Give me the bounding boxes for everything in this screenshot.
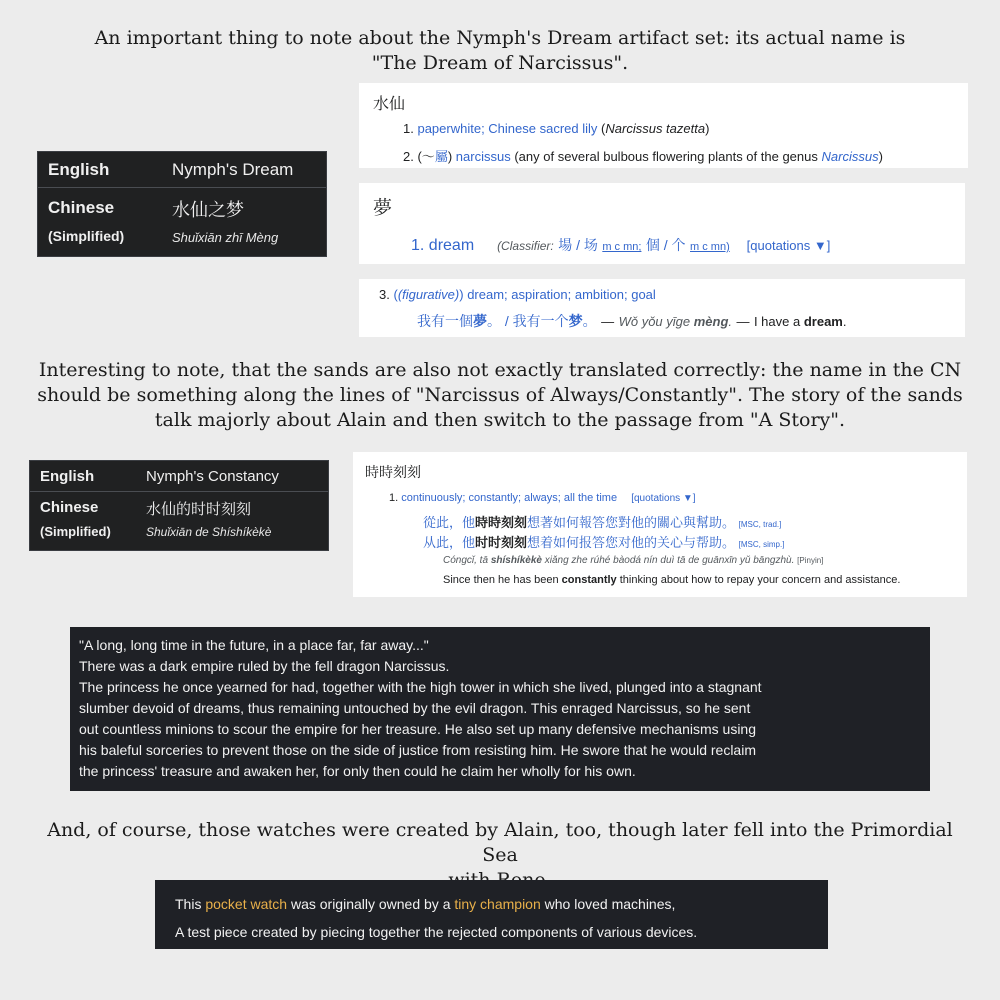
pinyin-end: xiǎng zhe rúhé bàodá nín duì tā de guānxīn yǔ bāngzhù.: [544, 555, 795, 566]
simp-end: 想着如何报答您对他的关心与帮助。: [527, 535, 736, 550]
dict-entry-shishikeke: [353, 452, 967, 597]
chinese-label: Chinese: [40, 499, 99, 516]
example-simp-end: 。: [582, 313, 597, 329]
english-label: English: [48, 160, 110, 179]
classifier-1-tags[interactable]: m c mn;: [602, 241, 642, 253]
watch-loved: who loved machines,: [544, 896, 676, 912]
simplified-label: (Simplified): [48, 228, 125, 244]
dict-entry-shuixian: [359, 83, 968, 168]
pinyin-tag: [Pinyin]: [797, 556, 824, 565]
pinyin-value: Shuǐxiān de Shíshíkèkè: [146, 525, 272, 539]
sense-links[interactable]: continuously; constantly; always; all the time: [401, 492, 618, 504]
pocket-watch-highlight: pocket watch: [205, 896, 288, 912]
simp-bold: 时时刻刻: [475, 535, 528, 550]
example-simp-bold: 梦: [568, 313, 583, 329]
classifier-2-tags[interactable]: m c mn): [690, 241, 730, 253]
simplified-label: (Simplified): [40, 524, 111, 539]
dict-heading: 水仙: [373, 96, 406, 113]
classifier-1[interactable]: 場 / 场: [558, 237, 598, 253]
english-value: Nymph's Constancy: [146, 468, 279, 485]
sense-number: 1.: [389, 492, 399, 504]
watch-line-1: [175, 896, 675, 912]
dict-sense-1: [411, 235, 830, 255]
dict-entry-figurative: [359, 279, 965, 337]
example-trad-pre: 我有一個: [417, 313, 473, 329]
sense-link[interactable]: paperwhite; Chinese sacred lily: [417, 121, 598, 136]
intro-caption: [60, 26, 940, 76]
trad-end: 想著如何報答您對他的關心與幫助。: [527, 515, 736, 530]
translation-pre: I have a: [753, 314, 801, 329]
dict-sense-1: [403, 121, 709, 136]
qualifier: ((figurative)): [393, 287, 464, 302]
watches-caption-line1: And, of course, those watches were created by Alain, too, though later fell into the Primordial Sea: [47, 819, 953, 866]
story-text: [79, 635, 762, 782]
dash: —: [736, 314, 750, 329]
example-simp: [423, 532, 784, 551]
pinyin-pre: Cóngcǐ, tā: [443, 555, 489, 566]
paren: ): [878, 149, 883, 164]
sense-links[interactable]: dream; aspiration; ambition; goal: [467, 287, 656, 302]
example-trad: [417, 313, 597, 329]
story-line-2: There was a dark empire ruled by the fell dragon Narcissus.: [79, 658, 450, 674]
quotations-toggle[interactable]: [quotations ▼]: [631, 493, 696, 504]
simp-pre: 从此，他: [423, 535, 476, 550]
example-trad-bold: 夢: [473, 313, 487, 329]
sands-caption-line2: should be something along the lines of "Narcissus of Always/Constantly". The story of the sands: [37, 384, 963, 406]
paren: ): [705, 121, 710, 136]
dash: —: [601, 314, 615, 329]
sense-number: 1.: [403, 121, 414, 136]
pinyin-bold: shíshíkèkè: [490, 555, 542, 566]
chinese-value: 水仙的时时刻刻: [146, 501, 252, 518]
trad-bold: 時時刻刻: [475, 515, 528, 530]
translation-bold: dream: [803, 314, 843, 329]
pinyin-end: .: [728, 314, 733, 329]
pinyin-bold: mèng: [693, 314, 729, 329]
sense-number: 3.: [379, 287, 390, 302]
story-line-7: the princess' treasure and awaken her, for only then could he claim her wholly for his own.: [79, 763, 636, 779]
simp-tag: [MSC, simp.]: [738, 540, 785, 549]
paren: (: [601, 121, 606, 136]
infobox-divider: [38, 187, 326, 188]
example-translation: [754, 314, 847, 329]
watch-this: This: [175, 896, 202, 912]
example-pinyin: [443, 555, 823, 566]
usage-example: [417, 311, 847, 331]
example-pinyin: [619, 314, 732, 329]
species-name: Narcissus tazetta: [605, 121, 706, 136]
dict-heading: 夢: [373, 198, 393, 219]
sense-link[interactable]: dream: [428, 237, 475, 254]
watch-line-2: A test piece created by piecing together the rejected components of various devices.: [175, 924, 698, 940]
example-trad: [423, 512, 781, 531]
infobox-nymphs-constancy: [29, 460, 329, 551]
english-label: English: [40, 468, 95, 485]
story-passage: [70, 627, 930, 791]
translation-pre: Since then he has been: [443, 574, 559, 586]
pinyin-value: Shuǐxiān zhī Mèng: [172, 230, 279, 245]
story-line-3: The princess he once yearned for had, together with the high tower in which she lived, plunged into a stagnant: [79, 679, 762, 695]
dict-entry-meng: [359, 183, 965, 264]
classifier-2[interactable]: 個 / 个: [645, 237, 686, 253]
dict-sense-1: [389, 492, 696, 504]
story-line-6: his baleful sorceries to prevent those on the side of justice from resisting him. He swore that he would reclaim: [79, 742, 756, 758]
genus-link[interactable]: Narcissus: [821, 149, 879, 164]
intro-caption-line2: "The Dream of Narcissus".: [371, 52, 629, 74]
trad-tag: [MSC, trad.]: [738, 520, 782, 529]
story-line-5: out countless minions to scour the empire for her treasure. He also set up many defensive mechanisms using: [79, 721, 756, 737]
trad-pre: 從此，他: [423, 515, 476, 530]
sense-number: 2.: [403, 149, 414, 164]
tiny-champion-highlight: tiny champion: [454, 896, 541, 912]
paren: ): [447, 149, 453, 164]
quotations-toggle[interactable]: [quotations ▼]: [746, 238, 831, 253]
dict-sense-2: [403, 146, 883, 165]
watch-owned: was originally owned by a: [290, 896, 451, 912]
story-line-4: slumber devoid of dreams, thus remaining untouched by the evil dragon. This enraged Narcissus, so he sent: [79, 700, 751, 716]
infobox-nymphs-dream: [37, 151, 327, 257]
chinese-value: 水仙之梦: [172, 200, 244, 220]
chinese-label: Chinese: [48, 198, 115, 217]
pinyin-pre: Wǒ yǒu yīge: [618, 314, 691, 329]
sands-caption: [30, 358, 970, 433]
sands-caption-line3: talk majorly about Alain and then switch to the passage from "A Story".: [154, 409, 846, 431]
radical-prefix: (～: [417, 149, 435, 164]
sense-number: 1.: [411, 237, 425, 254]
sense-link[interactable]: narcissus: [455, 149, 511, 164]
classifier-label: (Classifier:: [497, 239, 554, 253]
translation-bold: constantly: [561, 574, 617, 586]
figurative-label: (figurative): [397, 287, 460, 302]
translation-end: .: [842, 314, 847, 329]
radical-link[interactable]: 屬: [434, 149, 448, 164]
translation-end: thinking about how to repay your concern and assistance.: [619, 574, 901, 586]
infobox-divider: [30, 491, 328, 492]
watch-description: [155, 880, 828, 949]
dict-sense-3: [379, 287, 656, 302]
example-translation: [443, 574, 900, 586]
sands-caption-line1: Interesting to note, that the sands are also not exactly translated correctly: the name in the CN: [38, 359, 962, 381]
example-trad-end: 。 / 我有一个: [487, 313, 569, 329]
intro-caption-line1: An important thing to note about the Nymph's Dream artifact set: its actual name is: [94, 27, 906, 49]
sense-description: (any of several bulbous flowering plants of the genus: [514, 149, 818, 164]
dict-heading: 時時刻刻: [365, 464, 421, 480]
story-line-1: "A long, long time in the future, in a place far, far away...": [79, 637, 429, 653]
english-value: Nymph's Dream: [172, 160, 294, 179]
